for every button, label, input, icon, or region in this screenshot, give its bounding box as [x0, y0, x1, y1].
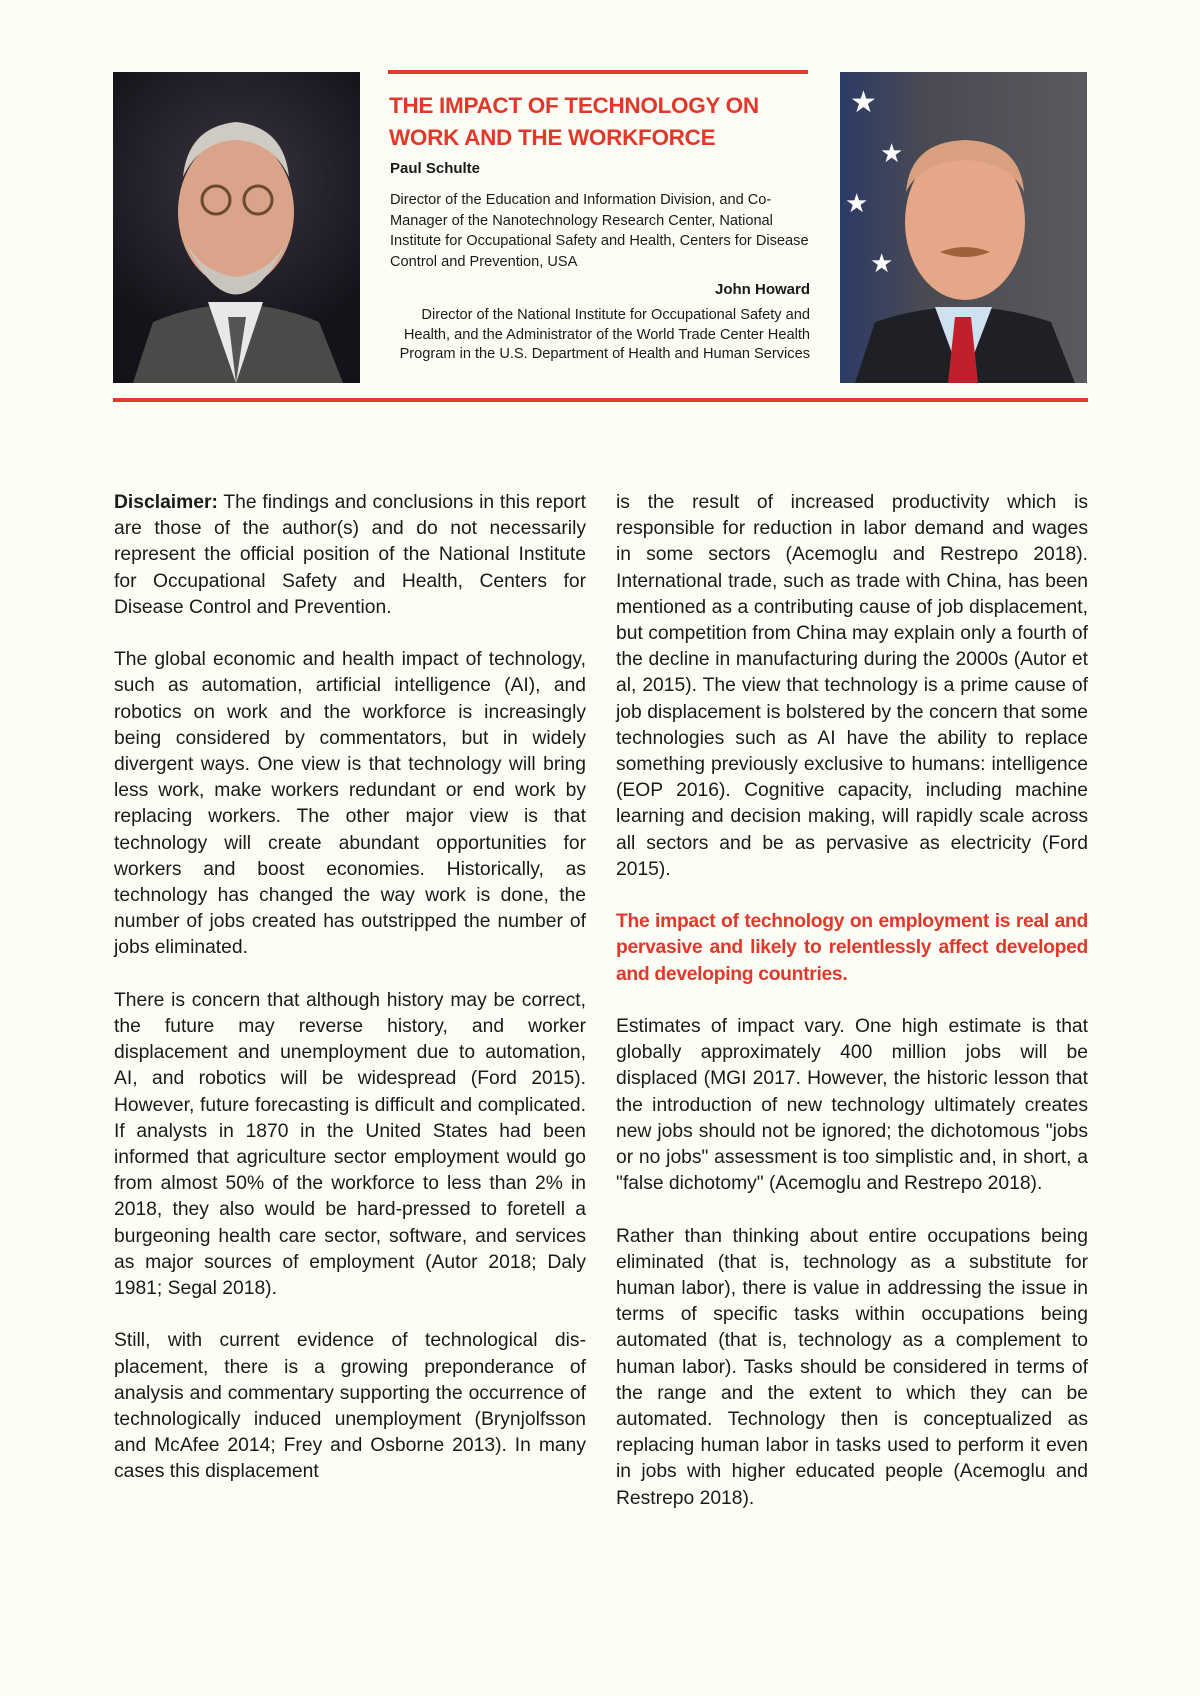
body-paragraph: is the result of increased productivity which is responsible for reduction in labor demand and wages in some sectors (Acemoglu and Restrepo 2018). International trade, such as trade with China, has been mentioned as a contributing cause of job displacement, but competition from China may explain only a fourth of the decline in manufacturing during the 2000s (Autor et al, 2015). The view that technology is a prime cause of job displacement is bolstered by the concern that some technologies such as AI have the ability to replace something previously exclusive to humans: intelligence (EOP 2016). Cognitive capacity, including machine learning and decision making, will rapidly scale across all sectors and be as pervasive as electricity (Ford 2015). [616, 492, 1088, 880]
body-paragraph: Estimates of impact vary. One high estimate is that globally approximately 400 million jobs will be displaced (MGI 2017. However, the historic lesson that the introduction of new technology ultimately creates new jobs should not be ignored; the dichotomous "jobs or no jobs" assessment is too simplistic and, in short, a "false dichotomy" (Acemoglu and Restrepo 2018). [616, 1016, 1088, 1195]
body-paragraph: The global economic and health impact of technology, such as automation, artificial intelligence (AI), and robotics on work and the workforce is increasingly being considered by commentators, but in widely divergent ways. One view is that technology will bring less work, make workers redundant or end work by replacing workers. The other major view is that technology will create abundant opportunities for workers and boost economies. Historically, as technology has changed the way work is done, the number of jobs created has outstripped the number of jobs eliminated. [114, 649, 586, 959]
svg-text:★: ★ [870, 248, 894, 278]
body-column-left [114, 490, 586, 1512]
body-paragraph: Rather than thinking about entire occupations being eliminated (that is, technology as a substitute for human labor), there is value in addressing the issue in terms of specific tasks within occupations being automated (that is, technology as a complement to human labor). Tasks should be considered in terms of the range and the extent to which they can be automated. Technology then is conceptualized as replacing human labor in tasks used to perform it even in jobs with higher educated people (Acemoglu and Restrepo 2018). [616, 1225, 1088, 1509]
disclaimer [114, 490, 586, 621]
svg-text:★: ★ [880, 138, 904, 168]
author-photo-paul-schulte [113, 72, 360, 383]
body-paragraph: There is concern that although history may be correct, the future may reverse history, and worker displacement and unemployment due to automation, AI, and robotics will be widespread (Ford 2015). However, future forecasting is difficult and complicated. If analysts in 1870 in the United States had been informed that agriculture sector employment would go from almost 50% of the workforce to less than 2% in 2018, they also would be hard-pressed to foretell a burgeoning health care sector, software, and services as major sources of employment (Autor 2018; Daly 1981; Segal 2018). [114, 989, 586, 1300]
body-paragraph: Still, with current evidence of technological displacement, there is a growing preponderance of analysis and commentary supporting the occurrence of technologically induced unemployment (Brynjolfsson and McAfee 2014; Frey and Osborne 2013). In many cases this displacement [114, 1330, 586, 1483]
author-name-1: Paul Schulte [390, 160, 481, 177]
svg-text:★: ★ [850, 86, 877, 119]
author-photo-john-howard [840, 72, 1087, 383]
article-title: THE IMPACT OF TECHNOLOGY ON WORK AND THE WORKFORCE [389, 93, 759, 150]
header-top-rule [388, 70, 808, 74]
disclaimer-label: Disclaimer: [114, 492, 218, 513]
header-bottom-rule [113, 398, 1088, 402]
disclaimer-text: The findings and conclusions in this report are those of the author(s) and do not necessarily represent the official position of the National Institute for Occupational Safety and Health, Centers for Disease Control and Prevention. [114, 492, 586, 618]
author-affiliation-1: Director of the Education and Information Division, and Co-Manager of the Nanotechnology Research Center, National Institute for Occupational Safety and Health, Centers for Disease Control and Prevention, USA [390, 192, 809, 270]
author-affiliation-2: Director of the National Institute for Occupational Safety and Health, and the Administrator of the World Trade Center Health Program in the U.S. Department of Health and Human Services [399, 307, 810, 362]
pull-quote: The impact of technology on employment is real and pervasive and likely to relentlessly affect developed and developing countries. [616, 911, 1088, 985]
author-name-2: John Howard [714, 281, 810, 298]
body-column-right [616, 490, 1088, 1538]
svg-text:★: ★ [845, 188, 869, 218]
